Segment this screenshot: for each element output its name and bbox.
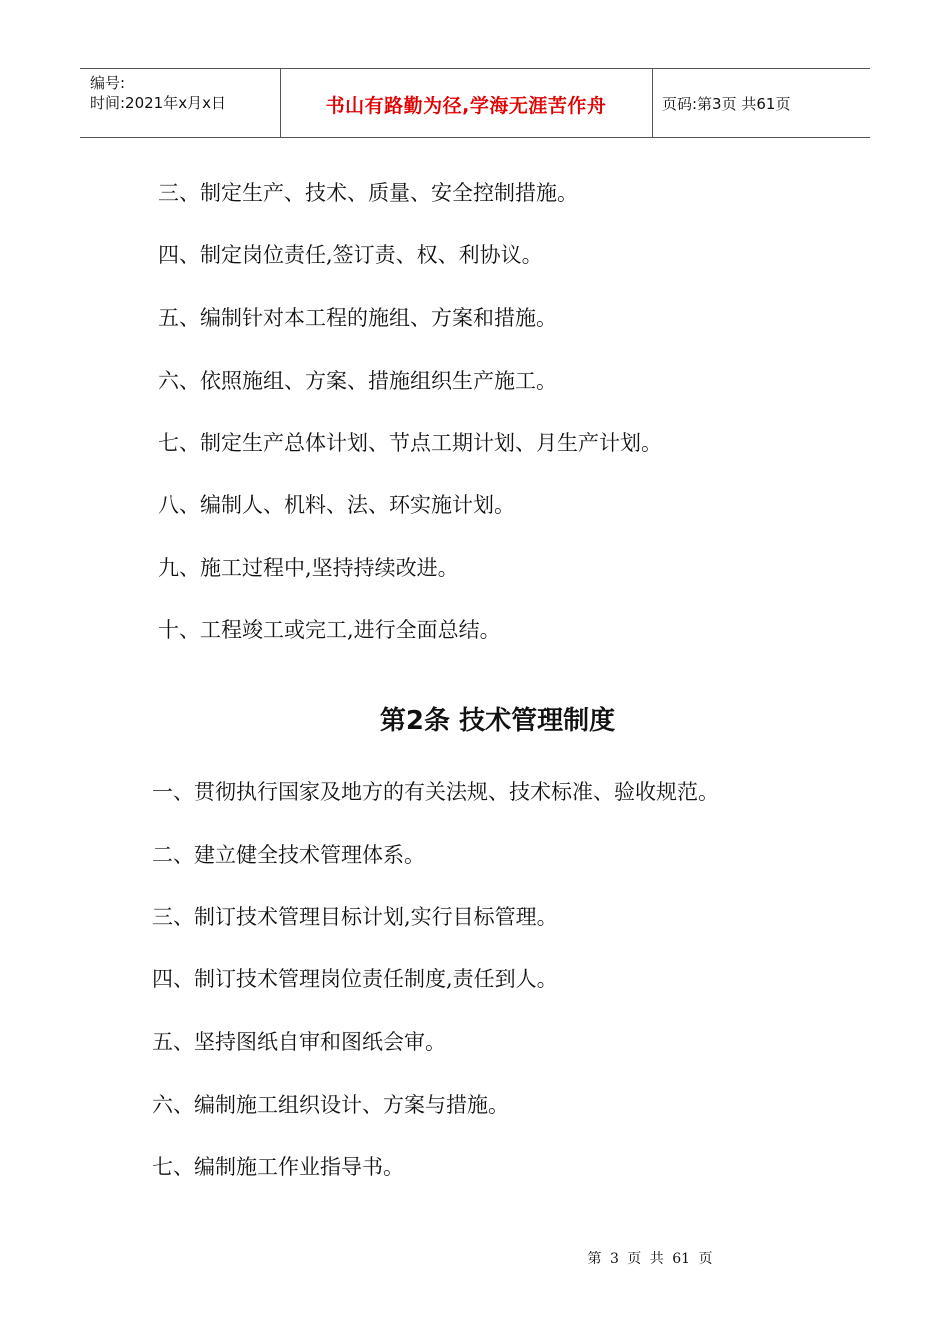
list-item: 七、制定生产总体计划、节点工期计划、月生产计划。	[158, 431, 662, 455]
list-item: 六、编制施工组织设计、方案与措施。	[152, 1093, 509, 1117]
list-item: 七、编制施工作业指导书。	[152, 1155, 404, 1179]
header-motto: 书山有路勤为径,学海无涯苦作舟	[325, 95, 607, 117]
list-item: 三、制定生产、技术、质量、安全控制措施。	[158, 181, 578, 205]
list-item: 八、编制人、机料、法、环实施计划。	[158, 493, 515, 517]
list-item: 九、施工过程中,坚持持续改进。	[158, 556, 459, 580]
section-2-title: 第2条 技术管理制度	[379, 706, 616, 736]
list-item: 二、建立健全技术管理体系。	[152, 843, 425, 867]
list-item: 一、贯彻执行国家及地方的有关法规、技术标准、验收规范。	[152, 780, 719, 804]
page-footer: 第 3 页 共 61 页	[587, 1251, 713, 1267]
header-motto-cell	[280, 69, 653, 137]
document-number-label: 编号:	[90, 74, 126, 92]
list-item: 四、制订技术管理岗位责任制度,责任到人。	[152, 967, 558, 991]
list-item: 五、坚持图纸自审和图纸会审。	[152, 1030, 446, 1054]
document-date-label: 时间:2021年x月x日	[90, 94, 226, 112]
header-page-cell	[652, 69, 870, 137]
list-item: 五、编制针对本工程的施组、方案和措施。	[158, 306, 557, 330]
header-page-info: 页码:第3页 共61页	[662, 95, 791, 113]
header-meta-cell	[80, 69, 281, 137]
page-header	[80, 68, 870, 138]
list-item: 六、依照施组、方案、措施组织生产施工。	[158, 369, 557, 393]
list-item: 四、制定岗位责任,签订责、权、利协议。	[158, 243, 543, 267]
list-item: 三、制订技术管理目标计划,实行目标管理。	[152, 905, 558, 929]
list-item: 十、工程竣工或完工,进行全面总结。	[158, 618, 501, 642]
